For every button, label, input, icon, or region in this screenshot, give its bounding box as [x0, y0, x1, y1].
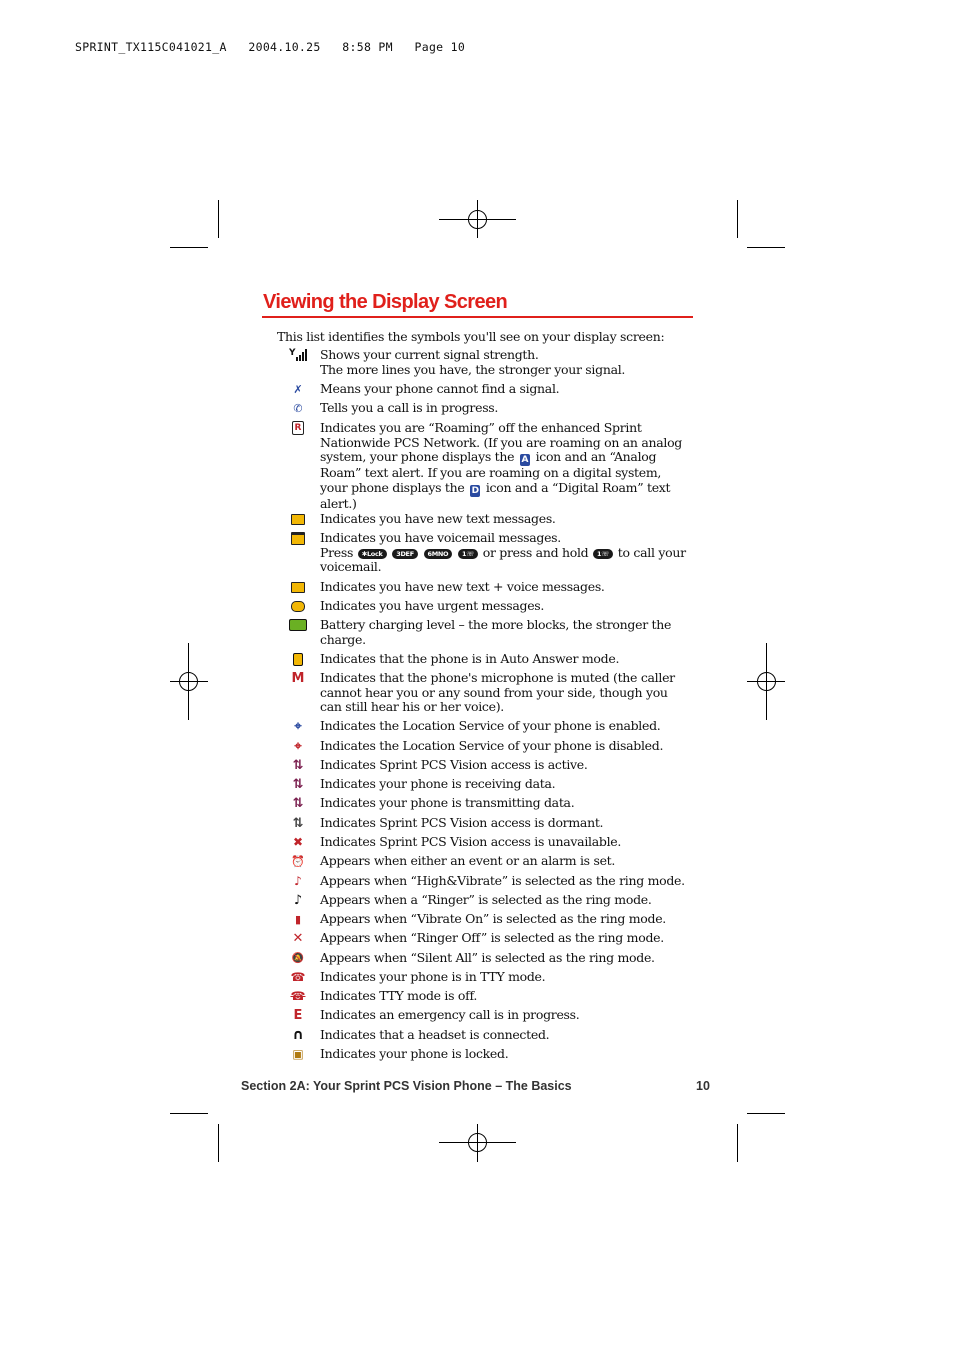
print-slug: SPRINT_TX115C041021_A 2004.10.25 8:58 PM Page 10: [75, 40, 466, 54]
page-title: Viewing the Display Screen: [263, 291, 508, 313]
urgent-message-icon: [289, 599, 307, 613]
location-off-icon: ⌖: [294, 738, 302, 754]
list-item: Battery charging level – the more blocks, the stronger the charge.: [320, 617, 672, 647]
list-item: Appears when “Silent All” is selected as the ring mode.: [320, 950, 655, 965]
vision-active-icon: ⇅: [292, 757, 304, 773]
list-item: Indicates your phone is locked.: [320, 1046, 509, 1061]
list-item: Indicates the Location Service of your phone is disabled.: [320, 738, 664, 753]
signal-strength-icon: Y: [289, 348, 307, 362]
list-item: [320, 531, 692, 575]
voicemail-icon: [289, 531, 307, 545]
lock-icon: ▣: [292, 1047, 304, 1061]
vision-transmitting-icon: ⇅: [292, 795, 304, 811]
list-item: Indicates Sprint PCS Vision access is active.: [320, 757, 588, 772]
vibrate-on-icon: ▮: [294, 912, 302, 926]
ringer-icon: ♪: [293, 892, 303, 908]
list-item: [320, 421, 692, 511]
intro-text: This list identifies the symbols you'll see on your display screen:: [277, 329, 665, 344]
list-item: Indicates you have new text + voice messages.: [320, 579, 605, 594]
list-item: Indicates that a headset is connected.: [320, 1027, 550, 1042]
item-text: icon and a “Digital Roam” text alert.): [320, 479, 671, 511]
list-item: Indicates the Location Service of your phone is enabled.: [320, 718, 661, 733]
ringer-off-icon: ✕: [292, 930, 304, 946]
list-item: Indicates Sprint PCS Vision access is unavailable.: [320, 834, 622, 849]
list-item: Appears when “Vibrate On” is selected as the ring mode.: [320, 911, 666, 926]
list-item: Indicates you have urgent messages.: [320, 598, 545, 613]
footer-section: Section 2A: Your Sprint PCS Vision Phone – The Basics: [241, 1079, 572, 1093]
list-item: Indicates you have new text messages.: [320, 511, 556, 526]
vision-unavailable-icon: ✖: [292, 835, 304, 849]
list-item: Appears when “Ringer Off” is selected as the ring mode.: [320, 930, 664, 945]
three-key: 3DEF: [392, 549, 418, 559]
mute-icon: M: [291, 670, 305, 686]
item-text: The more lines you have, the stronger your signal.: [320, 361, 626, 377]
item-text: Press: [320, 544, 354, 560]
title-rule: [262, 316, 693, 318]
list-item: Indicates Sprint PCS Vision access is dormant.: [320, 815, 604, 830]
call-in-progress-icon: ✆: [293, 401, 303, 415]
item-text: or press and hold: [482, 544, 589, 560]
list-item: Indicates an emergency call is in progress.: [320, 1007, 580, 1022]
headset-icon: ∩: [292, 1027, 304, 1043]
list-item: Indicates that the phone is in Auto Answer mode.: [320, 651, 620, 666]
text-message-icon: [289, 512, 307, 526]
list-item: Appears when “High&Vibrate” is selected as the ring mode.: [320, 873, 685, 888]
text-voice-message-icon: [289, 580, 307, 594]
item-text: Shows your current signal strength.: [320, 347, 539, 362]
battery-icon: [289, 618, 307, 632]
list-item: Indicates your phone is transmitting data.: [320, 795, 575, 810]
list-item: Indicates your phone is in TTY mode.: [320, 969, 546, 984]
digital-roam-icon: D: [471, 485, 479, 496]
item-text: to call your voicemail.: [320, 544, 686, 575]
list-item: Indicates that the phone's microphone is muted (the caller cannot hear you or any sound from your side, though you can still hear his or her voice).: [320, 670, 675, 715]
vision-dormant-icon: ⇅: [292, 815, 304, 831]
high-vibrate-icon: ♪: [294, 874, 302, 888]
page-number: 10: [696, 1079, 710, 1093]
alarm-icon: ⏰: [291, 854, 305, 868]
list-item: Appears when a “Ringer” is selected as the ring mode.: [320, 892, 652, 907]
tty-icon: ☎: [290, 970, 306, 984]
list-item: Appears when either an event or an alarm is set.: [320, 853, 616, 868]
tty-off-icon: ☎: [290, 989, 306, 1003]
list-item: Tells you a call is in progress.: [320, 400, 499, 415]
auto-answer-icon: [289, 652, 307, 666]
roaming-icon: R: [289, 421, 307, 435]
one-key: 1☏: [458, 549, 478, 559]
no-signal-icon: ✗: [293, 382, 303, 396]
item-text: icon and an “Analog Roam” text alert. If you are roaming on a digital system, your phone displays the: [320, 449, 662, 495]
list-item: Indicates TTY mode is off.: [320, 988, 478, 1003]
list-item: Indicates your phone is receiving data.: [320, 776, 556, 791]
silent-all-icon: 🔕: [291, 952, 305, 964]
item-text: Indicates you have voicemail messages.: [320, 530, 561, 545]
star-key: ✱Lock: [358, 549, 387, 559]
analog-roam-icon: A: [521, 455, 529, 466]
item-text: Indicates you are “Roaming” off the enhanced Sprint Nationwide PCS Network. (If you are roaming on an analog system, your phone displays the: [320, 420, 683, 465]
location-on-icon: ⌖: [294, 718, 302, 734]
six-key: 6MNO: [424, 549, 453, 559]
list-item: Means your phone cannot find a signal.: [320, 381, 560, 396]
emergency-icon: E: [293, 1007, 303, 1023]
list-item: [320, 348, 692, 377]
one-key: 1☏: [593, 549, 613, 559]
vision-receiving-icon: ⇅: [292, 776, 304, 792]
